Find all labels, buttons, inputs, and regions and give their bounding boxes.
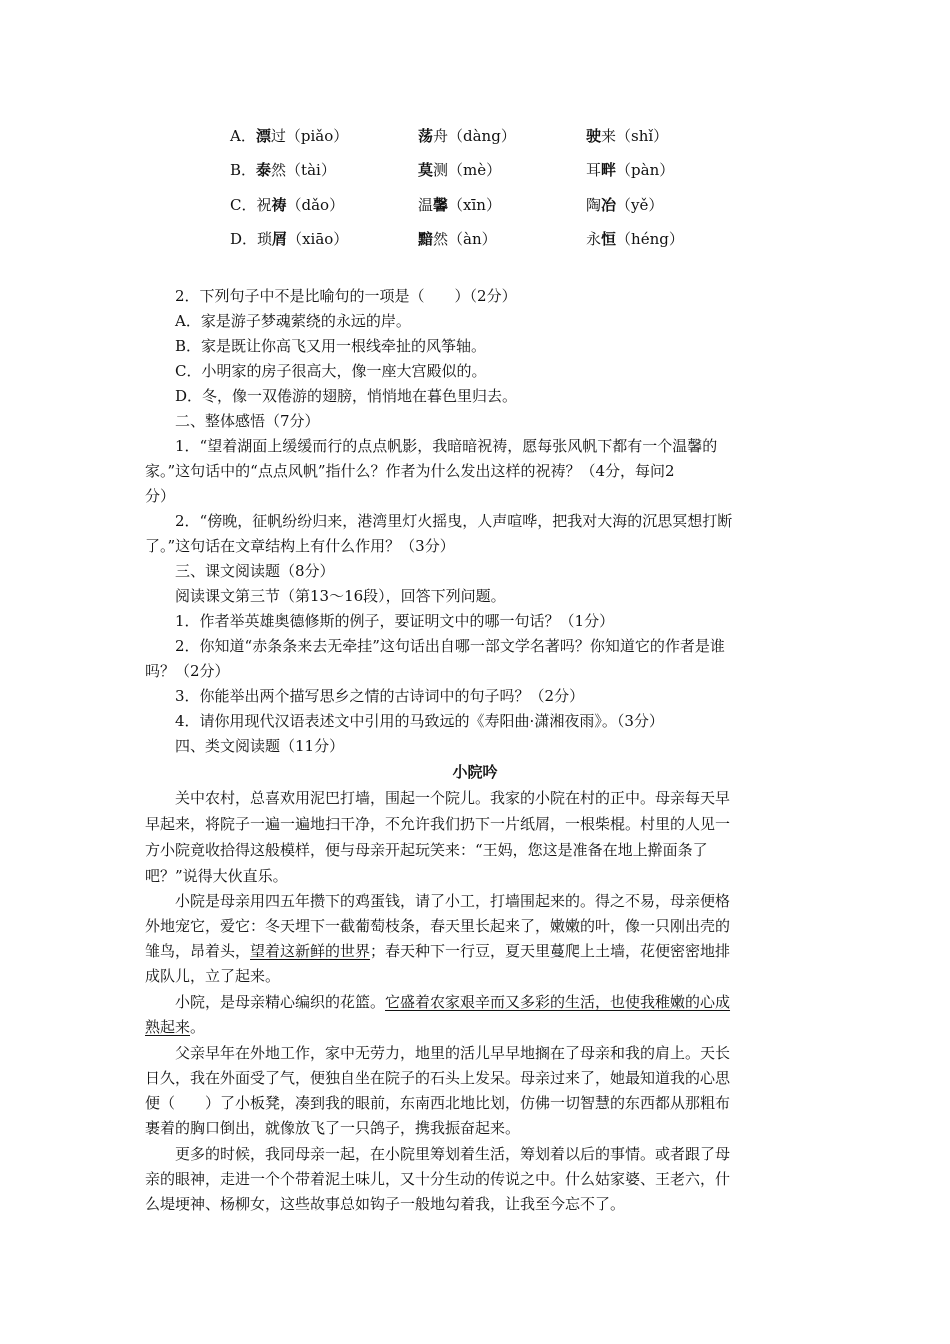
section3-heading: 三、课文阅读题（8分） — [175, 562, 335, 580]
option-b-item-3: 耳畔（pàn） — [586, 161, 675, 179]
passage-p5-line3: 么堤埂神、杨柳女，这些故事总如钩子一般地勾着我，让我至今忘不了。 — [145, 1195, 626, 1213]
passage-p2-line3 — [145, 939, 817, 963]
underlined-sentence-part2: 熟起来 — [145, 1018, 191, 1036]
q2-option-b: B．家是既让你高飞又用一根线牵扯的风筝轴。 — [175, 337, 487, 355]
passage-p1-line3: 方小院竟收拾得这般模样，便与母亲开起玩笑来：“王妈，您这是准备在地上擀面条了 — [145, 841, 708, 859]
section3-q4: 4．请你用现代汉语表述文中引用的马致远的《寿阳曲·潇湘夜雨》。（3分） — [175, 712, 664, 730]
passage-p1-line4: 吧？”说得大伙直乐。 — [145, 867, 288, 885]
option-d-item-1: D．琐屑（xiāo） — [230, 230, 349, 248]
option-a-item-1: A．漂过（piǎo） — [230, 127, 349, 145]
section2-q2-line1: 2．“傍晚，征帆纷纷归来，港湾里灯火摇曳，人声喧哗，把我对大海的沉思冥想打断 — [175, 512, 733, 530]
passage-p1-line2: 早起来，将院子一遍一遍地扫干净，不允许我们扔下一片纸屑，一根柴棍。村里的人见一 — [145, 815, 731, 833]
passage-p3-line1 — [175, 990, 817, 1014]
section2-q1-line3: 分） — [145, 487, 176, 505]
section2-q1-line2: 家。”这句话中的“点点风帆”指什么？作者为什么发出这样的祝祷？（4分，每问2 — [145, 462, 675, 480]
passage-p5-line1: 更多的时候，我同母亲一起，在小院里筹划着生活，筹划着以后的事情。或者跟了母 — [175, 1145, 731, 1163]
option-d-item-2: 黯然（àn） — [418, 230, 497, 248]
option-d-item-3: 永恒（héng） — [586, 230, 684, 248]
section3-intro: 阅读课文第三节（第13～16段），回答下列问题。 — [175, 587, 506, 605]
option-c-item-3: 陶冶（yě） — [586, 196, 664, 214]
option-c-item-1: C．祝祷（dǎo） — [230, 196, 345, 214]
option-a-item-3: 驶来（shǐ） — [586, 127, 669, 145]
option-b-item-2: 莫测（mè） — [418, 161, 502, 179]
section3-q1: 1．作者举英雄奥德修斯的例子，要证明文中的哪一句话？（1分） — [175, 612, 615, 630]
passage-p2-line2: 外地宠它，爱它：冬天埋下一截葡萄枝条，春天里长起来了，嫩嫩的叶，像一只刚出壳的 — [145, 917, 731, 935]
passage-p5-line2: 亲的眼神，走进一个个带着泥土味儿，又十分生动的传说之中。什么姑家婆、王老六，什 — [145, 1170, 731, 1188]
passage-p2-line3-post: ；春天种下一行豆，夏天里蔓爬上土墙，花便密密地排 — [370, 942, 731, 960]
passage-p1-line1: 关中农村，总喜欢用泥巴打墙，围起一个院儿。我家的小院在村的正中。母亲每天早 — [175, 789, 731, 807]
passage-p4-line3: 便（ ）了小板凳，凑到我的眼前，东南西北地比划，仿佛一切智慧的东西都从那粗布 — [145, 1094, 731, 1112]
passage-p3-line1-pre: 小院，是母亲精心编织的花篮。 — [175, 993, 386, 1011]
passage-p2-line1: 小院是母亲用四五年攒下的鸡蛋钱，请了小工，打墙围起来的。得之不易，母亲便格 — [175, 892, 731, 910]
passage-p3-line2 — [145, 1015, 817, 1039]
passage-p3-line2-post: 。 — [190, 1018, 206, 1036]
q2-option-d: D．冬，像一双倦游的翅膀，悄悄地在暮色里归去。 — [175, 387, 518, 405]
section3-q2-line1: 2．你知道“赤条条来去无牵挂”这句话出自哪一部文学名著吗？你知道它的作者是谁 — [175, 637, 725, 655]
section2-heading: 二、整体感悟（7分） — [175, 412, 320, 430]
section2-q2-line2: 了。”这句话在文章结构上有什么作用？（3分） — [145, 537, 455, 555]
section4-heading: 四、类文阅读题（11分） — [175, 737, 345, 755]
q2-option-a: A．家是游子梦魂萦绕的永远的岸。 — [175, 312, 411, 330]
option-b-item-1: B．泰然（tài） — [230, 161, 336, 179]
passage-p2-line3-pre: 雏鸟，昂着头， — [145, 942, 251, 960]
underlined-phrase-1: 望着这新鲜的世界 — [250, 942, 371, 960]
section3-q2-line2: 吗？（2分） — [145, 662, 230, 680]
passage-title: 小院吟 — [452, 763, 498, 781]
passage-p4-line2: 日久，我在外面受了气，便独自坐在院子的石头上发呆。母亲过来了，她最知道我的心思 — [145, 1069, 731, 1087]
passage-p4-line1: 父亲早年在外地工作，家中无劳力，地里的活儿早早地搁在了母亲和我的肩上。天长 — [175, 1044, 731, 1062]
underlined-sentence-part1: 它盛着农家艰辛而又多彩的生活，也使我稚嫩的心成 — [385, 993, 731, 1011]
option-c-item-2: 温馨（xīn） — [418, 196, 501, 214]
section2-q1-line1: 1．“望着湖面上缓缓而行的点点帆影，我暗暗祝祷，愿每张风帆下都有一个温馨的 — [175, 437, 718, 455]
passage-p2-line4: 成队儿，立了起来。 — [145, 967, 281, 985]
option-a-item-2: 荡舟（dàng） — [418, 127, 516, 145]
passage-p4-line4: 裹着的胸口倒出，就像放飞了一只鸽子，携我振奋起来。 — [145, 1119, 521, 1137]
q2-option-c: C．小明家的房子很高大，像一座大宫殿似的。 — [175, 362, 487, 380]
section3-q3: 3．你能举出两个描写思乡之情的古诗词中的句子吗？（2分） — [175, 687, 585, 705]
q2-stem: 2．下列句子中不是比喻句的一项是（ ）（2分） — [175, 287, 517, 305]
